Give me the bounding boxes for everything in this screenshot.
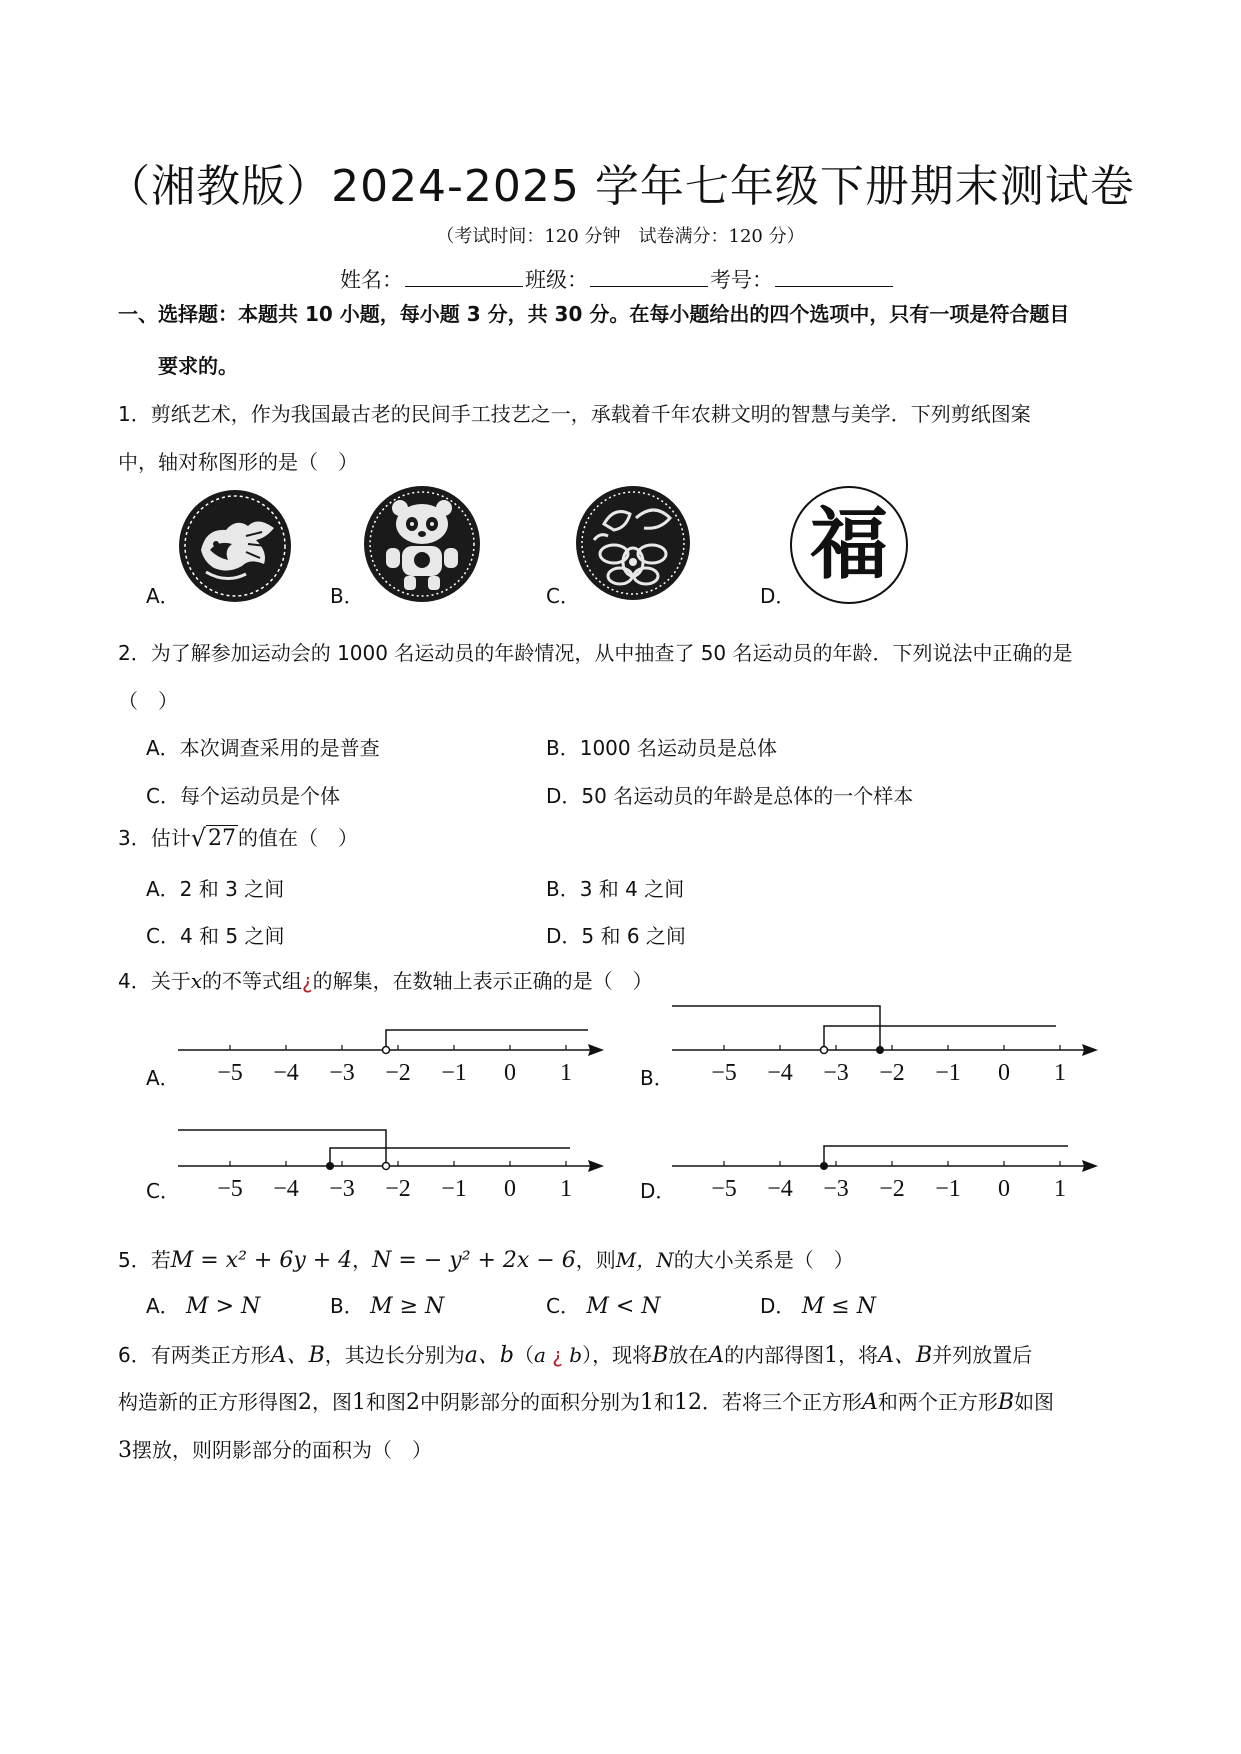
page-title: （湘教版）2024-2025 学年七年级下册期末测试卷 [106, 161, 1135, 212]
q5-option-a-label: A． [146, 1294, 180, 1318]
student-info-line [340, 264, 895, 294]
tick-label: −2 [879, 1060, 905, 1086]
tick-label: −4 [273, 1176, 299, 1202]
number-line-b[interactable] [664, 1000, 1104, 1090]
papercut-bird-image[interactable] [176, 488, 294, 604]
tick-label: −1 [935, 1060, 961, 1086]
tick-label: 0 [998, 1060, 1010, 1086]
q5-option-d[interactable] [760, 1290, 876, 1319]
q6-stem-line3 [118, 1434, 432, 1463]
class-blank[interactable] [590, 266, 708, 287]
tick-label: 1 [560, 1176, 572, 1202]
q6-math: a、b [464, 1343, 514, 1368]
papercut-flower-image[interactable] [574, 484, 692, 602]
tick-label: −1 [441, 1060, 467, 1086]
q6-math: 1 [352, 1390, 366, 1415]
q5-suffix-a: ，则 [575, 1248, 616, 1272]
q5-option-a[interactable] [146, 1290, 260, 1319]
number-line-d[interactable] [664, 1120, 1104, 1210]
q6-math: A、B [878, 1343, 933, 1368]
q6-math: a [534, 1343, 546, 1367]
q3-prefix: 3．估计 [118, 826, 191, 850]
q6-text: 并列放置后 [932, 1343, 1033, 1367]
exam-no-label: 考号： [710, 268, 773, 292]
tick-label: −1 [441, 1176, 467, 1202]
q4-option-c-label: C． [146, 1179, 180, 1203]
q5-expr-m: M = x² + 6y + 4 [170, 1248, 353, 1273]
tick-label: −5 [711, 1176, 737, 1202]
q3-option-d[interactable]: D．5 和 6 之间 [546, 924, 686, 948]
q2-option-b[interactable]: B．1000 名运动员是总体 [546, 736, 777, 760]
closed-point [876, 1046, 884, 1054]
q4-option-d-label: D． [640, 1179, 676, 1203]
q2-option-c[interactable]: C．每个运动员是个体 [146, 784, 340, 808]
tick-label: −3 [823, 1060, 849, 1086]
q6-text: 和 [654, 1390, 674, 1414]
tick-label: −4 [767, 1176, 793, 1202]
q4-prefix: 4．关于 [118, 969, 191, 993]
papercut-fu-image[interactable]: 福 [790, 486, 908, 604]
axis-arrow [588, 1044, 604, 1056]
q6-math: A、B [270, 1343, 325, 1368]
q6-math: 1 [824, 1343, 839, 1368]
number-line-a[interactable] [170, 1010, 610, 1090]
q1-option-a-label: A． [146, 584, 180, 608]
q6-glyph: ¿ [552, 1343, 563, 1367]
name-label: 姓名： [340, 268, 403, 292]
axis-arrow [1082, 1160, 1098, 1172]
tick-label: 1 [1054, 1060, 1066, 1086]
tick-label: −5 [217, 1176, 243, 1202]
q4-suffix: 的解集，在数轴上表示正确的是（ ） [312, 969, 653, 993]
q6-text: 6．有两类正方形 [118, 1343, 271, 1367]
q5-option-c-value: M < N [586, 1294, 661, 1319]
q1-option-c-label: C． [546, 584, 580, 608]
q5-option-c[interactable] [546, 1290, 661, 1319]
q1-stem-cont: 中，轴对称图形的是（ ） [118, 450, 358, 474]
q5-suffix-b: 的大小关系是（ ） [673, 1248, 854, 1272]
q6-text: 和两个正方形 [877, 1390, 998, 1414]
tick-label: −5 [711, 1060, 737, 1086]
q6-math: A [708, 1343, 725, 1368]
solution-ray [824, 1146, 1068, 1166]
solution-ray-left [672, 1006, 880, 1050]
q3-option-b[interactable]: B．3 和 4 之间 [546, 877, 685, 901]
q6-math: A [862, 1390, 878, 1415]
tick-label: 0 [998, 1176, 1010, 1202]
closed-point [326, 1162, 334, 1170]
q6-stem-line2 [118, 1386, 1054, 1415]
q6-math: 2 [298, 1390, 312, 1415]
q5-prefix: 5．若 [118, 1248, 171, 1272]
tick-label: −3 [329, 1176, 355, 1202]
tick-label: −3 [329, 1060, 355, 1086]
tick-label: 1 [1054, 1176, 1066, 1202]
q5-option-d-value: M ≤ N [801, 1294, 876, 1319]
sqrt-symbol: √ [190, 824, 207, 852]
q5-sep: ， [352, 1248, 373, 1272]
open-point [383, 1047, 390, 1054]
q3-suffix: 的值在（ ） [238, 826, 359, 850]
q6-math: 3 [118, 1438, 132, 1463]
q3-option-a[interactable]: A．2 和 3 之间 [146, 877, 285, 901]
q6-text: ），现将 [582, 1343, 653, 1367]
class-label: 班级： [525, 268, 588, 292]
q4-mid: 的不等式组 [202, 969, 303, 993]
q4-var: x [190, 969, 203, 993]
open-point [821, 1047, 828, 1054]
q6-text: 构造新的正方形得图 [118, 1390, 298, 1414]
q1-option-b-label: B． [330, 584, 364, 608]
q2-option-d[interactable]: D．50 名运动员的年龄是总体的一个样本 [546, 784, 914, 808]
open-point [383, 1163, 390, 1170]
q3-radicand: 27 [208, 826, 237, 851]
section-heading: 一、选择题：本题共 10 小题，每小题 3 分，共 30 分。在每小题给出的四个选项中，只有一项是符合题目 [118, 302, 1070, 326]
q5-option-b[interactable] [330, 1290, 444, 1319]
tick-label: 0 [504, 1176, 516, 1202]
name-blank[interactable] [405, 266, 523, 287]
q3-option-c[interactable]: C．4 和 5 之间 [146, 924, 285, 948]
q5-option-b-value: M ≥ N [370, 1294, 445, 1319]
q5-option-a-value: M > N [186, 1294, 261, 1319]
q6-math: 12 [674, 1390, 702, 1415]
q6-text: ，图 [312, 1390, 352, 1414]
tick-label: −2 [879, 1176, 905, 1202]
q4-stem [118, 965, 653, 994]
tick-label: −4 [273, 1060, 299, 1086]
solution-ray-right [824, 1026, 1056, 1050]
section-heading-cont: 要求的。 [158, 354, 238, 378]
q4-option-a-label: A． [146, 1066, 180, 1090]
q6-text: 如图 [1014, 1390, 1055, 1414]
q5-vars: M，N [615, 1248, 674, 1272]
q6-math: b [569, 1343, 583, 1367]
q1-stem: 1．剪纸艺术，作为我国最古老的民间手工技艺之一，承载着千年农耕文明的智慧与美学．下列剪纸图案 [118, 402, 1031, 426]
q2-stem: 2．为了解参加运动会的 1000 名运动员的年龄情况，从中抽查了 50 名运动员的年龄．下列说法中正确的是 [118, 641, 1073, 665]
q5-option-c-label: C． [546, 1294, 580, 1318]
q4-glyph: ¿ [302, 969, 313, 993]
tick-label: −5 [217, 1060, 243, 1086]
axis-arrow [1082, 1044, 1098, 1056]
number-line-c[interactable] [170, 1120, 610, 1210]
solution-ray-right [330, 1148, 570, 1166]
q5-option-d-label: D． [760, 1294, 796, 1318]
q4-option-b-label: B． [640, 1066, 674, 1090]
axis-arrow [588, 1160, 604, 1172]
q6-text: 的内部得图 [724, 1343, 825, 1367]
tick-label: −2 [385, 1060, 411, 1086]
q6-stem-line1 [118, 1338, 1032, 1369]
q5-stem [118, 1244, 854, 1273]
tick-label: 1 [560, 1060, 572, 1086]
q2-option-a[interactable]: A．本次调查采用的是普查 [146, 736, 380, 760]
tick-label: −2 [385, 1176, 411, 1202]
exam-no-blank[interactable] [775, 266, 893, 287]
q1-option-d-label: D． [760, 584, 796, 608]
q6-text: ，其边长分别为 [324, 1343, 465, 1367]
exam-subtitle: （考试时间：120 分钟 试卷满分：120 分） [436, 226, 805, 247]
q6-text: ，将 [838, 1343, 879, 1367]
q6-text: （ [514, 1343, 534, 1367]
q5-expr-n: N = − y² + 2x − 6 [372, 1248, 576, 1273]
solution-ray [386, 1030, 588, 1050]
q3-stem [118, 822, 358, 851]
closed-point [820, 1162, 828, 1170]
tick-label: −4 [767, 1060, 793, 1086]
q6-text: 中阴影部分的面积分别为 [420, 1390, 640, 1414]
q6-math: 2 [406, 1390, 420, 1415]
papercut-panda-image[interactable] [360, 484, 484, 604]
q2-stem-cont: （ ） [118, 689, 178, 713]
q6-math: B [652, 1343, 669, 1368]
q6-text: 摆放，则阴影部分的面积为（ ） [132, 1438, 432, 1462]
tick-label: 0 [504, 1060, 516, 1086]
q6-text: 放在 [668, 1343, 709, 1367]
q6-math: B [997, 1390, 1015, 1415]
q6-text: ．若将三个正方形 [702, 1390, 862, 1414]
q6-text: 和图 [366, 1390, 406, 1414]
tick-label: −3 [823, 1176, 849, 1202]
tick-label: −1 [935, 1176, 961, 1202]
q6-math: 1 [640, 1390, 654, 1415]
q5-option-b-label: B． [330, 1294, 364, 1318]
